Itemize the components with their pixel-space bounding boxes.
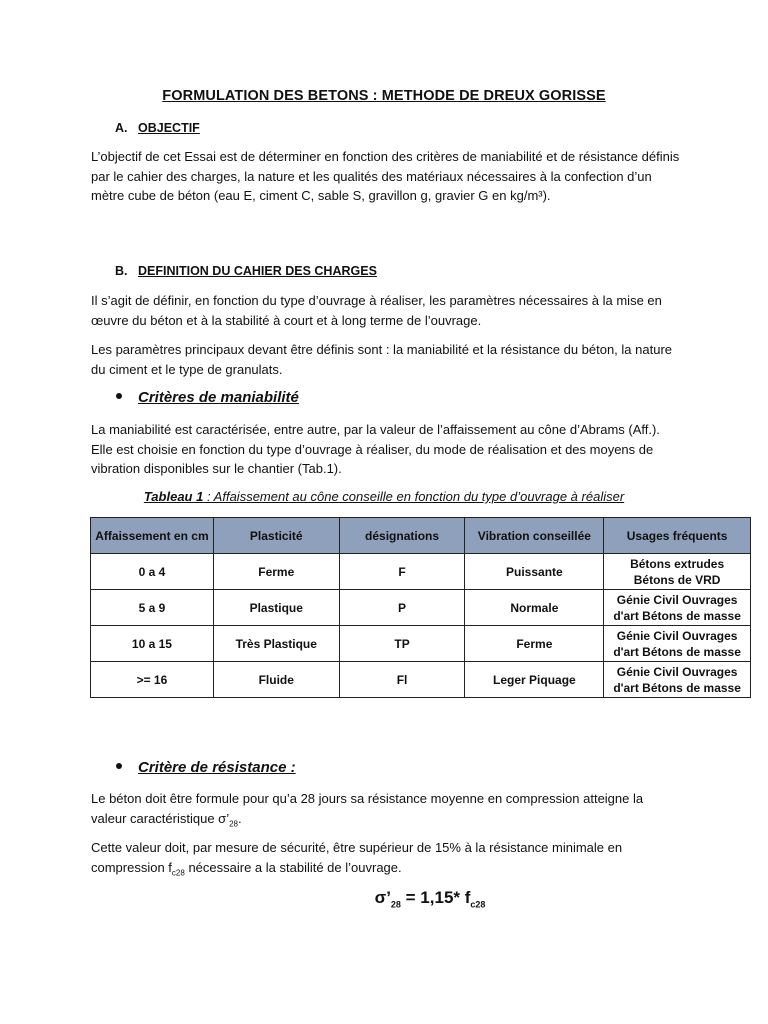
resistance-formula [0, 888, 768, 909]
cell-usages [604, 554, 751, 590]
cahier-paragraph-2: Les paramètres principaux devant être définis sont : la maniabilité et la résistance du béton, la nature du ciment et le type de granulats. [91, 342, 673, 377]
formula-sigma: σ’ [374, 888, 391, 907]
cell-designation: F [339, 554, 465, 590]
cell-designation: P [339, 590, 465, 626]
table-header-row [91, 518, 751, 554]
cahier-paragraph-1: Il s’agit de définir, en fonction du type d’ouvrage à réaliser, les paramètres nécessaires à la mise en œuvre du béton et à la stabilité à court et à long terme de l’ouvrage. [91, 293, 662, 328]
table-caption [0, 489, 768, 504]
formula-sigma-sub: 28 [390, 899, 401, 910]
table-caption-text: : Affaissement au cône conseille en fonction du type d’ouvrage à réaliser [203, 489, 625, 504]
cell-affaissement: 10 a 15 [91, 626, 214, 662]
header-affaissement: Affaissement en cm [91, 518, 214, 554]
header-plasticite: Plasticité [213, 518, 339, 554]
cell-affaissement: >= 16 [91, 662, 214, 698]
cell-plasticite: Plastique [213, 590, 339, 626]
cell-usages-line2: Bétons de VRD [633, 572, 721, 587]
resistance-title-suffix: : [286, 759, 296, 776]
cell-usages-line2: d'art Bétons de masse [613, 644, 741, 659]
header-vibration: Vibration conseillée [465, 518, 604, 554]
fc-subscript: c28 [171, 868, 185, 878]
table-row [91, 590, 751, 626]
table-row [91, 554, 751, 590]
bullet-dot-icon [116, 393, 122, 399]
cell-plasticite: Fluide [213, 662, 339, 698]
cell-usages [604, 662, 751, 698]
cell-usages-line1: Bétons extrudes [630, 556, 725, 571]
cell-vibration: Leger Piquage [465, 662, 604, 698]
cell-plasticite: Très Plastique [213, 626, 339, 662]
cell-usages [604, 626, 751, 662]
resistance-paragraph-2 [91, 838, 681, 883]
table-row [91, 626, 751, 662]
cell-affaissement: 0 a 4 [91, 554, 214, 590]
cell-usages-line2: d'art Bétons de masse [613, 680, 741, 695]
resistance-paragraph-1-text: Le béton doit être formule pour qu’a 28 jours sa résistance moyenne en compression atteigne la valeur caractéristique σ’ [91, 791, 644, 826]
cell-designation: TP [339, 626, 465, 662]
resistance-heading [116, 759, 296, 776]
header-designations: désignations [339, 518, 465, 554]
sigma-subscript: 28 [229, 819, 238, 829]
resistance-paragraph-1-end: . [238, 810, 242, 826]
maniabilite-title: Critères de maniabilité [138, 389, 299, 406]
section-a-title: OBJECTIF [138, 121, 200, 135]
table-row [91, 662, 751, 698]
section-b-letter: B. [115, 264, 128, 278]
cell-vibration: Puissante [465, 554, 604, 590]
maniabilite-heading [116, 389, 299, 406]
section-b-heading [115, 264, 377, 278]
resistance-paragraph-2-text: Cette valeur doit, par mesure de sécurité, être supérieur de 15% à la résistance minimale en compression f [91, 840, 623, 875]
cell-usages-line1: Génie Civil Ouvrages [616, 664, 738, 679]
section-a-letter: A. [115, 121, 128, 135]
table-caption-label: Tableau 1 [143, 489, 204, 504]
objectif-paragraph: L’objectif de cet Essai est de déterminer en fonction des critères de maniabilité et de résistance définis par le cahier des charges, la nature et les qualités des matériaux nécessaires à la confection d’un mètre cube de béton (eau E, ciment C, sable S, gravillon g, gravier G en kg/m³). [91, 149, 680, 203]
cell-usages-line1: Génie Civil Ouvrages [616, 628, 738, 643]
resistance-title: Critère de résistance [138, 759, 287, 776]
bullet-dot-icon [116, 763, 122, 769]
cell-usages [604, 590, 751, 626]
resistance-paragraph-2-end: nécessaire a la stabilité de l’ouvrage. [184, 859, 402, 875]
resistance-paragraph-1 [91, 789, 681, 834]
cell-affaissement: 5 a 9 [91, 590, 214, 626]
section-a-heading [115, 121, 200, 135]
cell-vibration: Ferme [465, 626, 604, 662]
cell-plasticite: Ferme [213, 554, 339, 590]
affaissement-table [90, 517, 751, 698]
section-b-title: DEFINITION DU CAHIER DES CHARGES [138, 264, 377, 278]
header-usages: Usages fréquents [604, 518, 751, 554]
cell-usages-line2: d'art Bétons de masse [613, 608, 741, 623]
maniabilite-paragraph: La maniabilité est caractérisée, entre autre, par la valeur de l’affaissement au cône d’Abrams (Aff.). Elle est choisie en fonction du type d’ouvrage à réaliser, du mode de réalisation et des moyens de vibration disponibles sur le chantier (Tab.1). [91, 422, 660, 476]
cell-vibration: Normale [465, 590, 604, 626]
cell-designation: Fl [339, 662, 465, 698]
formula-middle: = 1,15* f [400, 888, 471, 907]
cell-usages-line1: Génie Civil Ouvrages [616, 592, 738, 607]
formula-f-sub: c28 [470, 899, 486, 910]
page-title: FORMULATION DES BETONS : METHODE DE DREUX GORISSE [162, 88, 606, 104]
